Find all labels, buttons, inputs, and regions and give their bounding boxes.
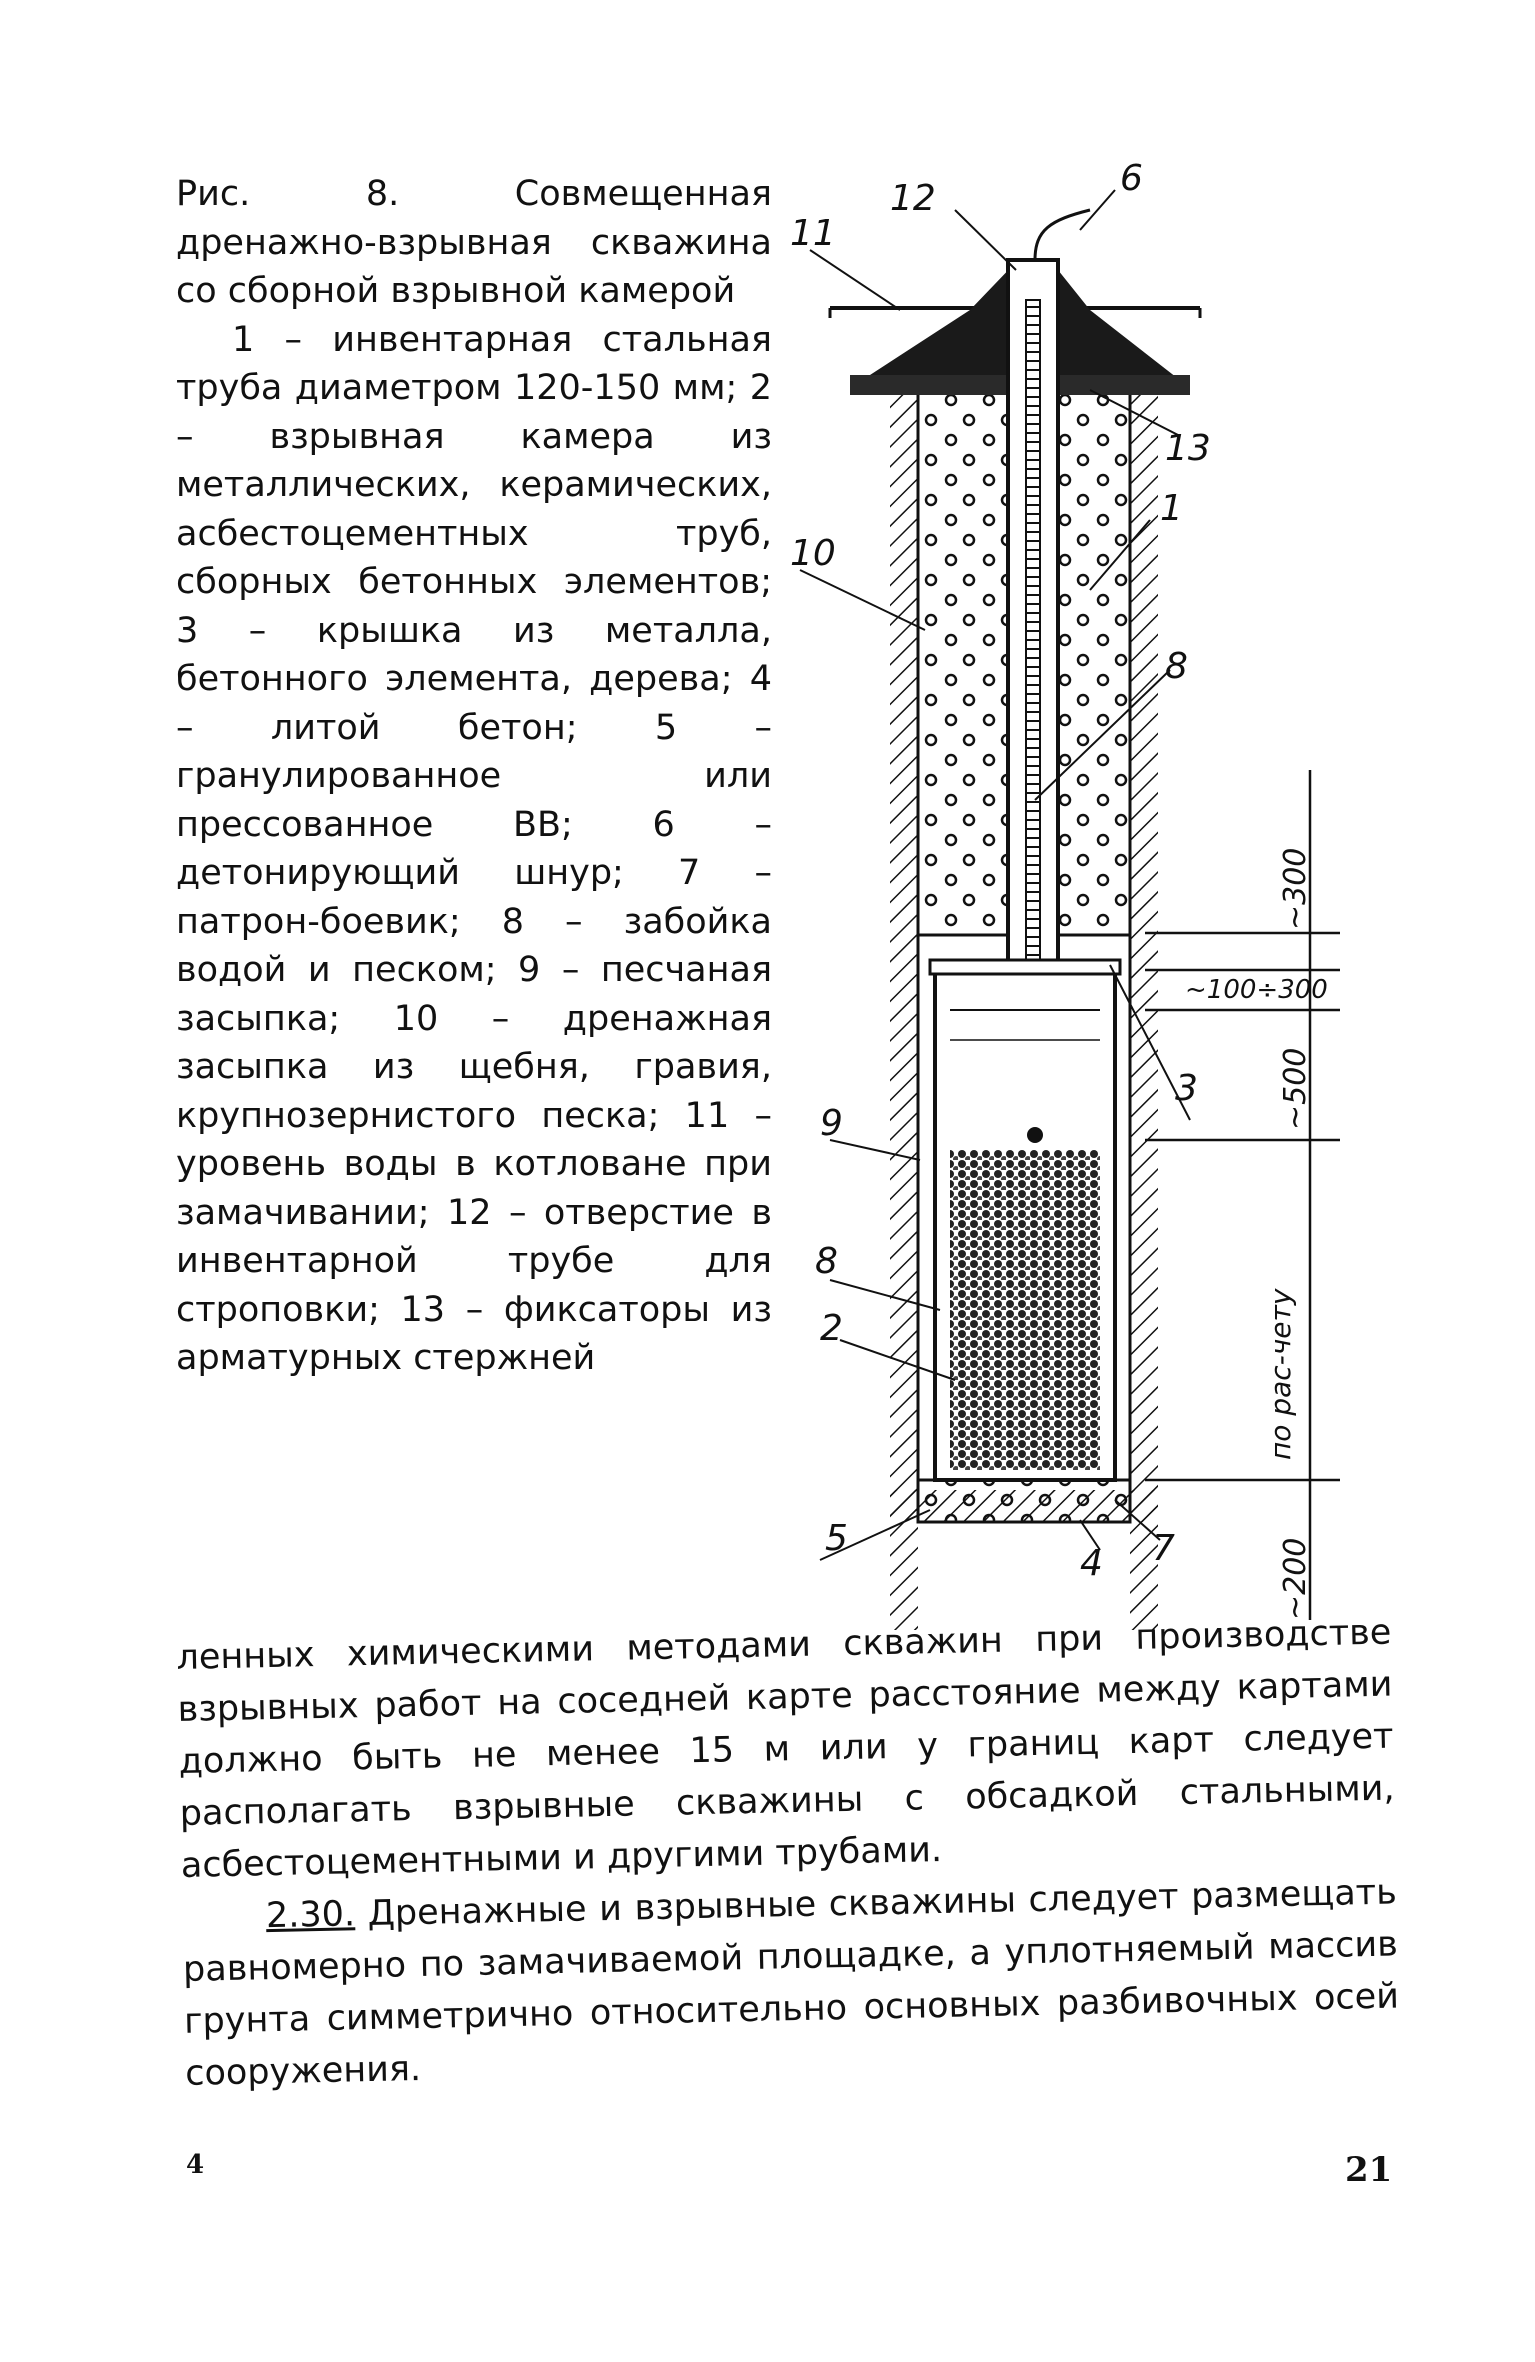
- dim-mid: ~100÷300: [1185, 975, 1328, 1005]
- label-11: 11: [790, 213, 836, 254]
- body-text: [176, 1607, 1401, 2100]
- paragraph-continuation: ленных химическими методами скважин при производстве взрывных работ на соседней карте расстояние между картами должно быть не менее 15 м или у границ карт следует располагать взрывные скважины с обсадкой стальными, асбестоцементными и другими трубами.: [176, 1612, 1395, 1886]
- label-10: 10: [790, 533, 836, 574]
- label-6: 6: [1120, 158, 1143, 199]
- label-3: 3: [1175, 1068, 1198, 1109]
- concrete-base: [918, 1480, 1130, 1522]
- label-13: 13: [1165, 428, 1211, 469]
- section-number: 2.30.: [265, 1894, 356, 1937]
- figure-caption: [176, 170, 772, 1383]
- page-number: 21: [1345, 2150, 1393, 2190]
- paragraph-2-30: [181, 1866, 1400, 2099]
- primer-cartridge: [1027, 1127, 1043, 1143]
- caption-legend: 1 – инвентарная стальная труба диаметром 120-150 мм; 2 – взрывная камера из металлических, керамических, асбестоцементных труб, сборных бетонных элементов; 3 – крышка из металла, бетонного элемента, дерева; 4 – литой бетон; 5 – гранулированное или прессованное ВВ; 6 – детонирующий шнур; 7 – патрон-боевик; 8 – забойка водой и песком; 9 – песчаная засыпка; 10 – дренажная засыпка из щебня, гравия, крупнозернистого песка; 11 – уровень воды в котловане при замачивании; 12 – отверстие в инвентарной трубе для строповки; 13 – фиксаторы из арматурных стержней: [176, 319, 772, 1378]
- explosive-charge: [950, 1150, 1100, 1470]
- label-8-top: 8: [1165, 646, 1188, 687]
- dimension-labels: [1185, 848, 1328, 1620]
- left-wall-hatch: [890, 365, 918, 1630]
- right-wall-hatch: [1130, 365, 1158, 1630]
- dim-top: ~300: [1278, 847, 1313, 930]
- label-9: 9: [820, 1103, 843, 1144]
- dim-bottom: ~200: [1278, 1537, 1313, 1620]
- label-2: 2: [820, 1308, 843, 1349]
- signature-mark: 4: [186, 2150, 205, 2180]
- caption-title: Рис. 8. Совмещенная дренажно-взрывная скважина со сборной взрывной камерой: [176, 174, 772, 311]
- borehole-diagram: [790, 150, 1350, 1630]
- dim-lower: ~500: [1278, 1047, 1313, 1130]
- label-5: 5: [825, 1518, 848, 1559]
- label-1: 1: [1160, 488, 1183, 529]
- cord-lead: [1035, 210, 1090, 260]
- label-4: 4: [1080, 1543, 1103, 1584]
- label-8-bottom: 8: [815, 1241, 838, 1282]
- detonating-cord: [1026, 300, 1040, 990]
- label-12: 12: [890, 178, 936, 219]
- paragraph-2-30-text: Дренажные и взрывные скважины следует размещать равномерно по замачиваемой площадке, а уплотняемый массив грунта симметрично относительно основных разбивочных осей сооружения.: [182, 1872, 1400, 2094]
- borehole-figure: [790, 150, 1350, 1630]
- dim-charge: по рас-чету: [1264, 1288, 1297, 1460]
- label-7: 7: [1152, 1528, 1175, 1569]
- chamber-cover: [930, 960, 1120, 974]
